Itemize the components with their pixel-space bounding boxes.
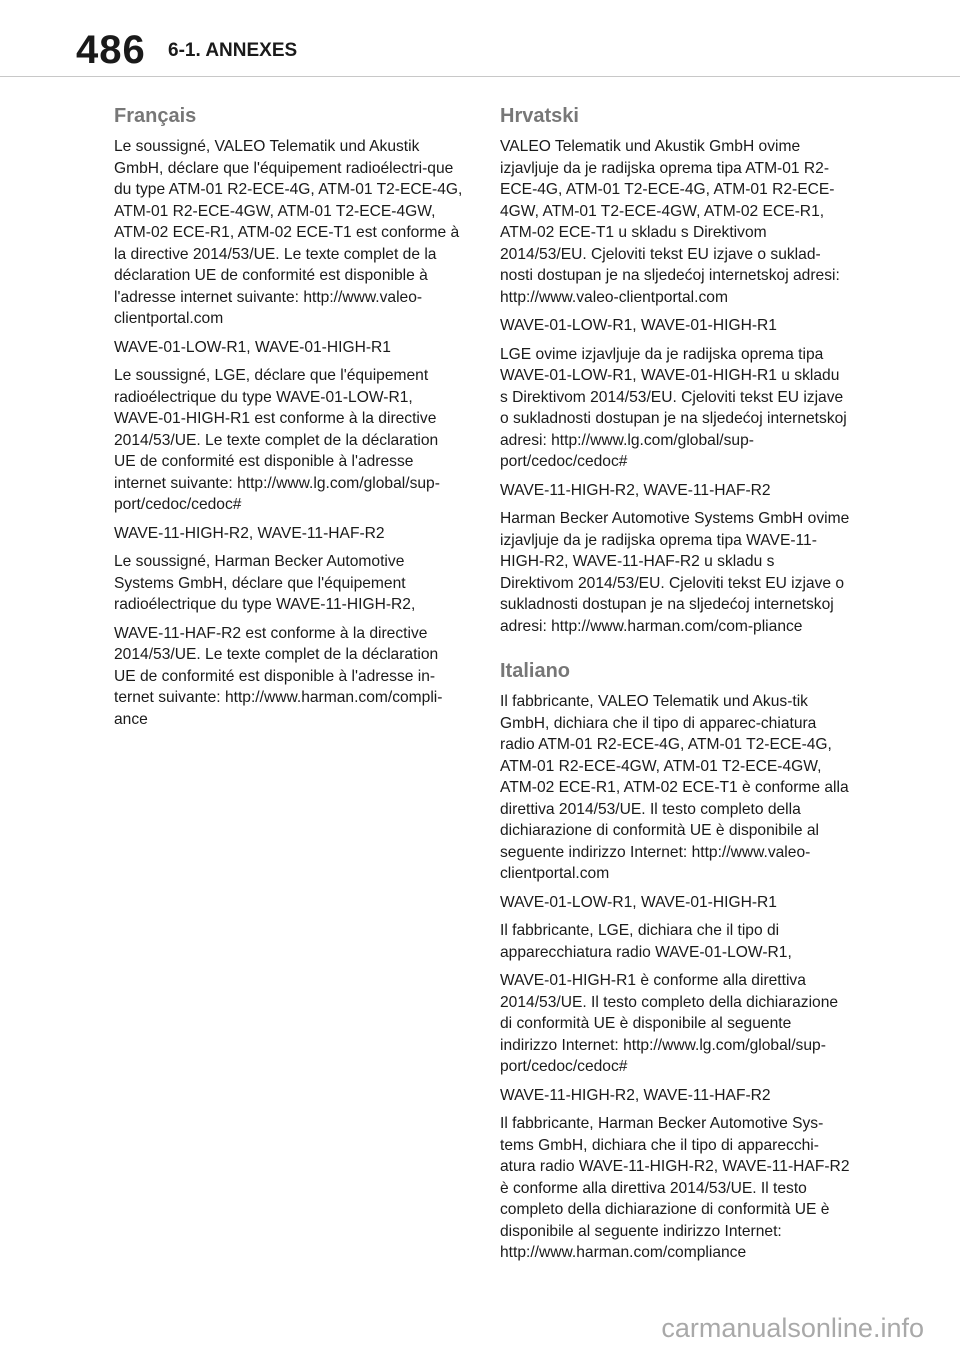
paragraph: WAVE-11-HAF-R2 est conforme à la directive 2014/53/UE. Le texte complet de la déclaration UE de conformité est disponible à l'adresse in-ternet suivante: http://www.harman.com/compli-ance	[114, 624, 443, 728]
paragraph: WAVE-01-LOW-R1, WAVE-01-HIGH-R1	[500, 317, 777, 334]
page-number: 486	[76, 28, 146, 72]
paragraph: LGE ovime izjavljuje da je radijska oprema tipa WAVE-01-LOW-R1, WAVE-01-HIGH-R1 u skladu s Direktivom 2014/53/EU. Cjeloviti tekst EU izjave o sukladnosti dostupan je na sljedećoj internetskoj adresi: http://www.lg.com/global/sup-port/cedoc/cedoc#	[500, 345, 847, 470]
paragraph: WAVE-01-LOW-R1, WAVE-01-HIGH-R1	[114, 338, 391, 356]
section-title: Italiano	[500, 660, 571, 682]
paragraph: Le soussigné, LGE, déclare que l'équipement radioélectrique du type WAVE-01-LOW-R1, WAVE-01-HIGH-R1 est conforme à la directive 2014/53/UE. Le texte complet de la déclaration UE de conformité est disponible à l'adresse internet suivante: http://www.lg.com/global/sup-port/cedoc/cedoc#	[114, 367, 440, 513]
right-column	[500, 104, 850, 1271]
page-header	[0, 0, 960, 77]
paragraph: Le soussigné, VALEO Telematik und Akustik GmbH, déclare que l'équipement radioélectri-que du type ATM-01 R2-ECE-4G, ATM-01 T2-ECE-4G, ATM-01 R2-ECE-4GW, ATM-01 T2-ECE-4GW, ATM-02 ECE-R1, ATM-02 ECE-T1 est conforme à la directive 2014/53/UE. Le texte complet de la déclaration UE de conformité est disponible à l'adresse internet suivante: http://www.valeo-clientportal.com	[114, 138, 463, 327]
paragraph: WAVE-11-HIGH-R2, WAVE-11-HAF-R2	[114, 524, 385, 542]
paragraph: Il fabbricante, VALEO Telematik und Akus-tik GmbH, dichiara che il tipo di apparec-chiatura radio ATM-01 R2-ECE-4G, ATM-01 T2-ECE-4G, ATM-01 R2-ECE-4GW, ATM-01 T2-ECE-4GW, ATM-02 ECE-R1, ATM-02 ECE-T1 è conforme alla direttiva 2014/53/UE. Il testo completo della dichiarazione di conformità UE è disponibile al seguente indirizzo Internet: http://www.valeo-clientportal.com	[500, 693, 849, 882]
section-title: Hrvatski	[500, 105, 579, 127]
paragraph: WAVE-01-HIGH-R1 è conforme alla direttiva 2014/53/UE. Il testo completo della dichiarazione di conformità UE è disponibile al seguente indirizzo Internet: http://www.lg.com/global/sup-port/cedoc/cedoc#	[500, 972, 839, 1075]
paragraph: VALEO Telematik und Akustik GmbH ovime izjavljuje da je radijska oprema tipa ATM-01 R2-ECE-4G, ATM-01 T2-ECE-4G, ATM-01 R2-ECE-4GW, ATM-01 T2-ECE-4GW, ATM-02 ECE-R1, ATM-02 ECE-T1 u skladu s Direktivom 2014/53/EU. Cjeloviti tekst EU izjave o suklad-nosti dostupan je na sljedećoj internetskoj adresi: http://www.valeo-clientportal.com	[500, 138, 840, 306]
chapter-title: 6-1. ANNEXES	[168, 40, 298, 61]
paragraph: Il fabbricante, LGE, dichiara che il tipo di apparecchiatura radio WAVE-01-LOW-R1,	[500, 922, 792, 961]
paragraph: Le soussigné, Harman Becker Automotive Systems GmbH, déclare que l'équipement radioélectrique du type WAVE-11-HIGH-R2,	[114, 553, 416, 613]
section-italiano	[500, 659, 850, 1264]
paragraph: WAVE-11-HIGH-R2, WAVE-11-HAF-R2	[500, 481, 771, 499]
left-column	[114, 104, 464, 737]
paragraph: Harman Becker Automotive Systems GmbH ovime izjavljuje da je radijska oprema tipa WAVE-11-HIGH-R2, WAVE-11-HAF-R2 u skladu s Direktivom 2014/53/EU. Cjeloviti tekst EU izjave o sukladnosti dostupan je na sljedećoj internetskoj adresi: http://www.harman.com/com-pliance	[500, 510, 850, 635]
section-hrvatski	[500, 104, 850, 637]
paragraph: WAVE-11-HIGH-R2, WAVE-11-HAF-R2	[500, 1086, 771, 1104]
paragraph: Il fabbricante, Harman Becker Automotive Sys-tems GmbH, dichiara che il tipo di apparecchi-atura radio WAVE-11-HIGH-R2, WAVE-11-HAF-R2 è conforme alla direttiva 2014/53/UE. Il testo completo della dichiarazione di conformità UE è disponibile al seguente indirizzo Internet: http://www.harman.com/compliance	[500, 1115, 850, 1261]
watermark: carmanualsonline.info	[661, 1313, 924, 1343]
section-francais	[114, 104, 464, 730]
paragraph: WAVE-01-LOW-R1, WAVE-01-HIGH-R1	[500, 893, 777, 911]
section-title: Français	[114, 105, 197, 127]
